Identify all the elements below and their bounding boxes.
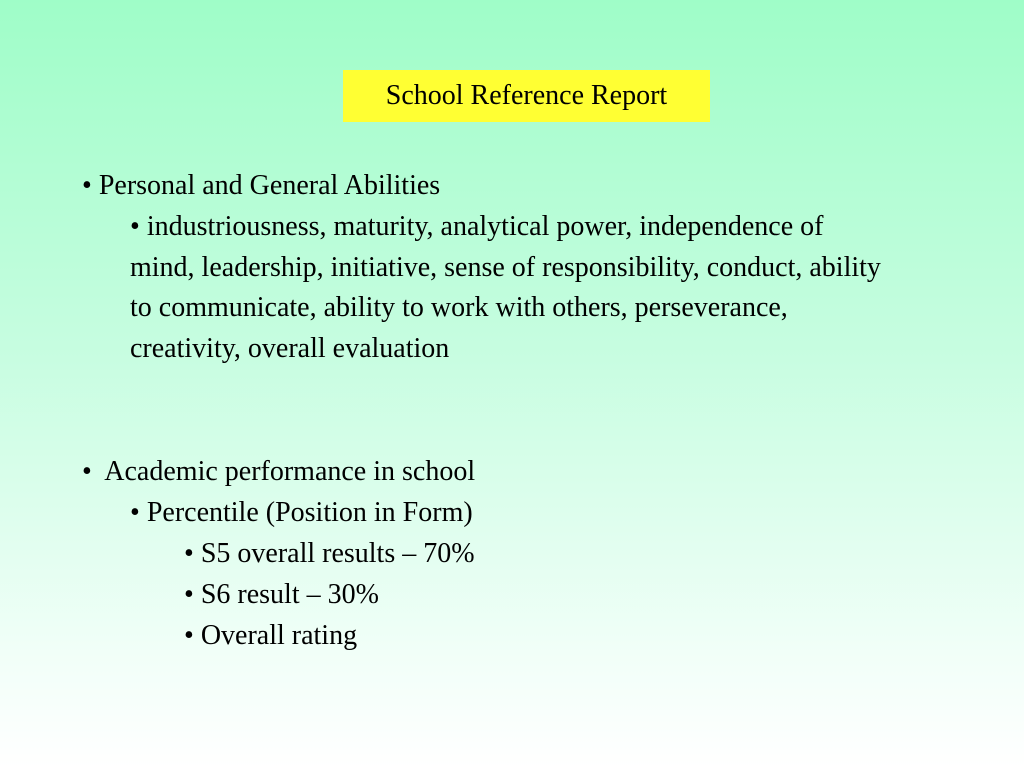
subitem-s5-results: [184, 534, 475, 575]
bullet-glyph: •: [130, 211, 140, 242]
percentile-text: Percentile (Position in Form): [146, 497, 473, 528]
bullet-glyph: •: [82, 170, 92, 201]
subitem-overall-rating: [184, 616, 357, 657]
percentile-item: [130, 493, 890, 534]
slide-title-text: School Reference Report: [385, 80, 668, 111]
subitem-s6-result: [184, 575, 379, 616]
slide-title: [343, 70, 710, 122]
section-heading-personal: [82, 166, 440, 207]
section-heading-academic: [82, 452, 475, 493]
subitem-text: S6 result – 30%: [200, 579, 379, 610]
bullet-glyph: •: [184, 620, 194, 651]
subitem-text: S5 overall results – 70%: [200, 538, 475, 569]
bullet-glyph: •: [130, 497, 140, 528]
ability-list-item: [130, 207, 890, 369]
section-heading-text: Personal and General Abilities: [98, 170, 441, 201]
bullet-glyph: •: [184, 579, 194, 610]
subitem-text: Overall rating: [200, 620, 358, 651]
ability-list-text: industriousness, maturity, analytical power, independence of mind, leadership, initiative, sense of responsibility, conduct, ability to communicate, ability to work with others, perseverance, creativity, overall evaluation: [130, 211, 881, 364]
section-heading-text: Academic performance in school: [104, 456, 476, 487]
bullet-glyph: •: [82, 456, 92, 487]
bullet-glyph: •: [184, 538, 194, 569]
